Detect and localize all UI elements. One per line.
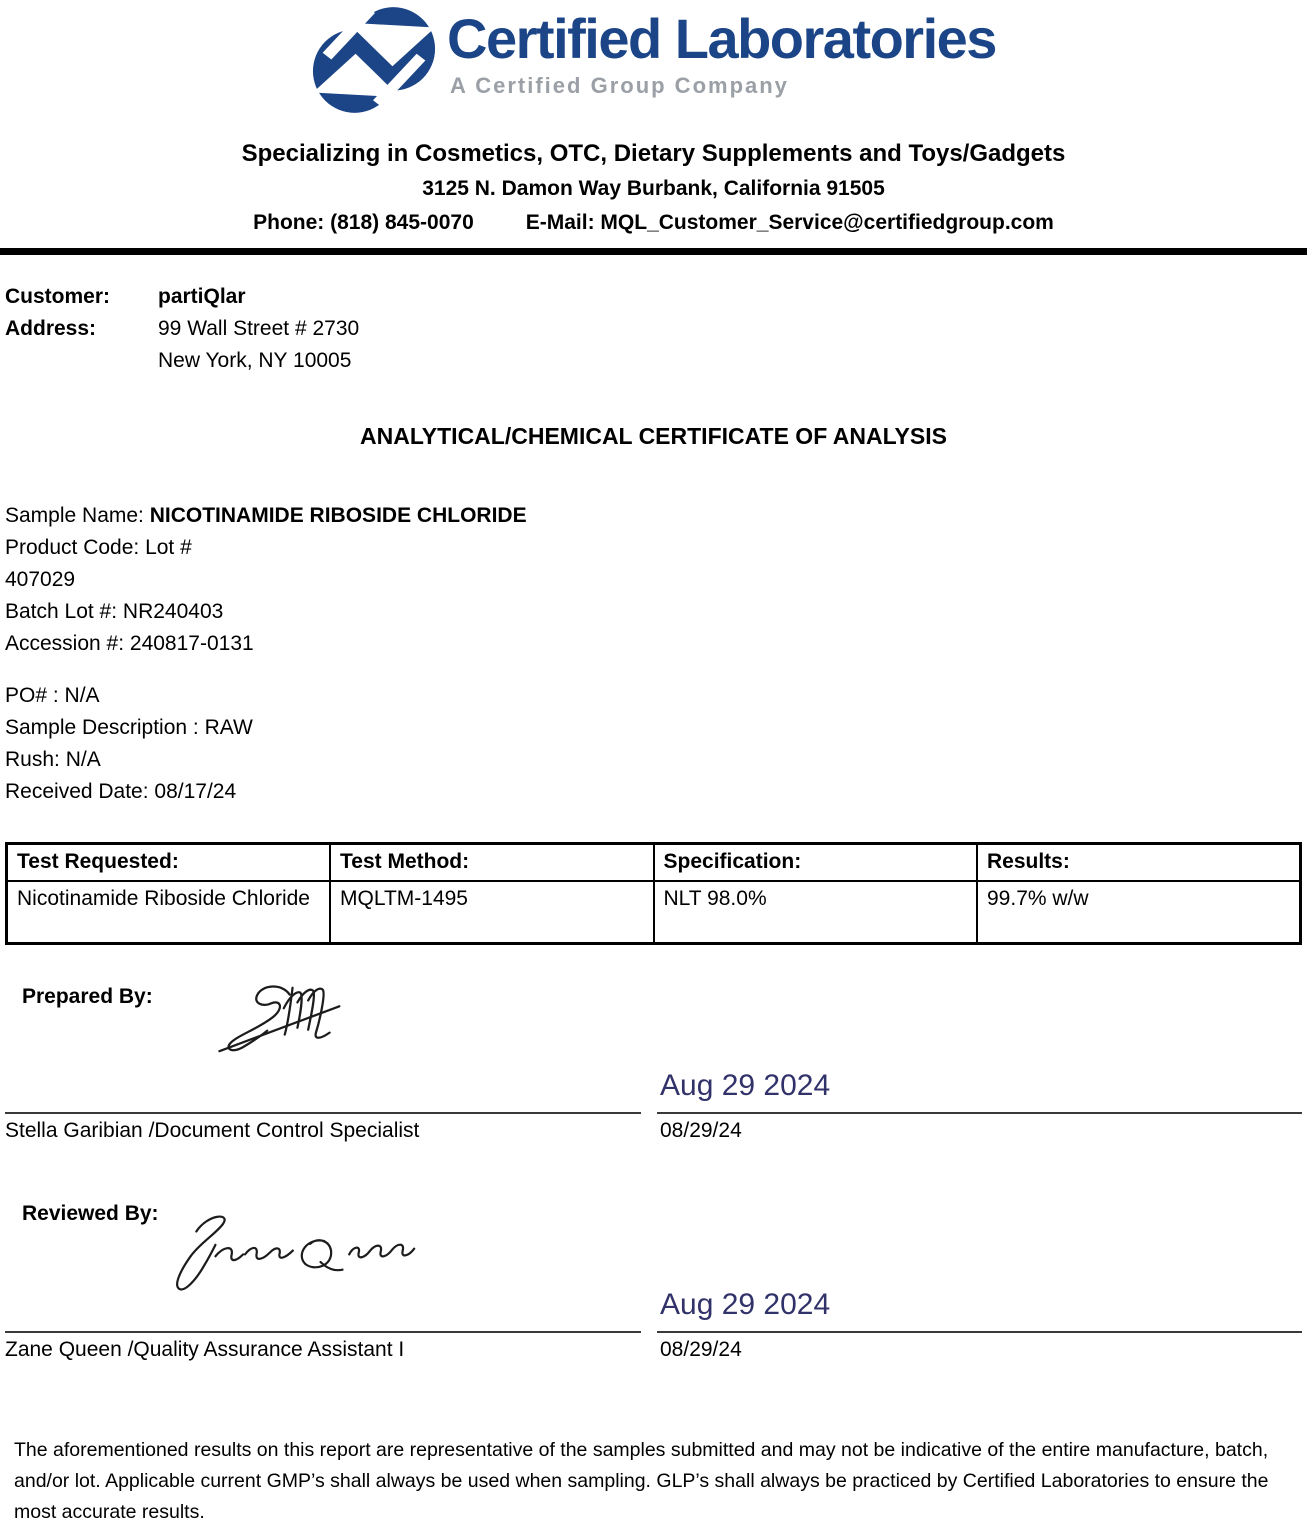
spacer (5, 345, 158, 377)
lab-email: E-Mail: MQL_Customer_Service@certifiedgroup.com (525, 211, 1054, 234)
reviewed-date-stamp: Aug 29 2024 (660, 1287, 831, 1321)
prepared-by-label: Prepared By: (22, 984, 153, 1008)
contact-line (0, 211, 1307, 235)
prepared-name-title: Stella Garibian /Document Control Specialist (5, 1118, 420, 1142)
lab-address-line: 3125 N. Damon Way Burbank, California 91505 (422, 177, 885, 200)
results-table-header-row (7, 844, 1301, 882)
disclaimer-text: The aforementioned results on this report are representative of the samples submitted and may not be indicative of the entire manufacture, batch, and/or lot. Applicable current GMP’s shall always be used when sampling. GLP’s shall always be practiced by Certified Laboratories to ensure the most accurate results. (14, 1438, 1269, 1523)
product-code-line: Product Code: Lot # (5, 536, 192, 559)
table-row (7, 881, 1301, 943)
reviewed-name-block (5, 1331, 641, 1365)
sample-description-line: Sample Description : RAW (5, 716, 253, 739)
customer-address-line1: 99 Wall Street # 2730 (158, 317, 360, 340)
cell-test-requested: Nicotinamide Riboside Chloride (7, 881, 331, 943)
signature-zane-queen (160, 1206, 418, 1298)
prepared-date-stamp: Aug 29 2024 (660, 1068, 831, 1102)
cell-results: 99.7% w/w (977, 881, 1301, 943)
customer-address-line2: New York, NY 10005 (158, 349, 352, 372)
specializing-line: Specializing in Cosmetics, OTC, Dietary Supplements and Toys/Gadgets (241, 140, 1066, 167)
cell-test-method: MQLTM-1495 (330, 881, 654, 943)
col-test-method: Test Method: (330, 844, 654, 882)
product-code-value: 407029 (5, 568, 76, 591)
prepared-date-short: 08/29/24 (660, 1118, 742, 1142)
reviewed-by-label: Reviewed By: (22, 1201, 159, 1225)
logo-company-name: Certified Laboratories (447, 7, 996, 70)
document-title: ANALYTICAL/CHEMICAL CERTIFICATE OF ANALYSIS (360, 423, 947, 449)
customer-name: partiQlar (158, 285, 246, 308)
company-logo (311, 0, 996, 116)
accession-line: Accession #: 240817-0131 (5, 632, 254, 655)
rush-line: Rush: N/A (5, 748, 101, 771)
customer-block (0, 281, 1307, 377)
sample-name-line (5, 500, 1307, 532)
sample-name-label: Sample Name: (5, 504, 150, 527)
reviewed-by-section (0, 1202, 1307, 1365)
customer-label: Customer: (5, 285, 111, 308)
po-line: PO# : N/A (5, 684, 100, 707)
reviewed-signature-row (0, 1288, 1307, 1365)
reviewed-date-short: 08/29/24 (660, 1337, 742, 1361)
header-divider (0, 248, 1307, 255)
col-specification: Specification: (654, 844, 978, 882)
logo-text (447, 4, 996, 99)
logo-tagline: A Certified Group Company (450, 72, 789, 98)
prepared-signature-row (0, 1069, 1307, 1146)
batch-lot-line: Batch Lot #: NR240403 (5, 600, 224, 623)
prepared-date-block (657, 1069, 1302, 1146)
sample-name-value: NICOTINAMIDE RIBOSIDE CHLORIDE (149, 504, 527, 527)
prepared-name-block (5, 1112, 641, 1146)
prepared-by-section (0, 985, 1307, 1146)
results-table (5, 842, 1302, 945)
received-date-line: Received Date: 08/17/24 (5, 780, 237, 803)
reviewed-name-title: Zane Queen /Quality Assurance Assistant I (5, 1337, 405, 1361)
lab-phone: Phone: (818) 845-0070 (253, 211, 474, 234)
col-results: Results: (977, 844, 1301, 882)
sample-details (0, 500, 1307, 808)
col-test-requested: Test Requested: (7, 844, 331, 882)
customer-address-label: Address: (5, 317, 97, 340)
signature-stella-garibian (200, 979, 350, 1057)
cell-specification: NLT 98.0% (654, 881, 978, 943)
reviewed-date-block (657, 1288, 1302, 1365)
certified-laboratories-logo-icon (311, 4, 437, 116)
